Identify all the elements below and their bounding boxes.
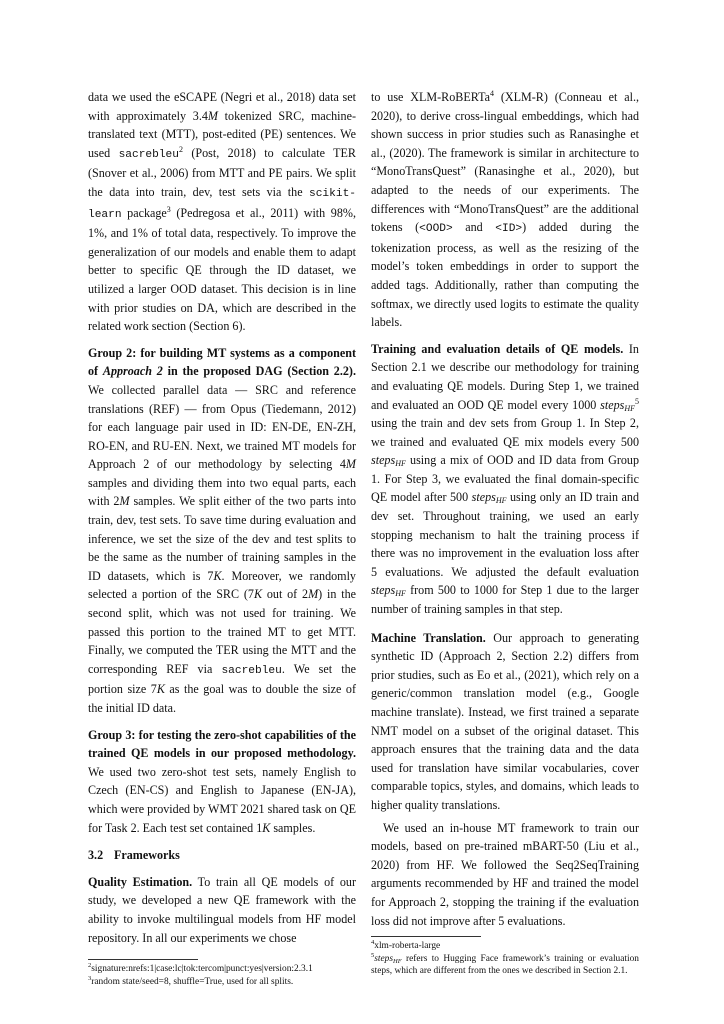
- paragraph-data-description: data we used the eSCAPE (Negri et al., 2018) data set with approximately 3.4M tokenized SRC, machine-translated text (MTT), post-edited (PE) sentences. We used sacrebleu$^2$ (Post, 2018) to calculate TER (Snover et al., 2006) from MTT and PE pairs. We split the data into train, dev, test sets via the scikit-learn package$^3$ (Pedregosa et al., 2011) with 98%, 1%, and 1% of total data, respectively. To improve the generalization of our models and enable them to adapt better to specific QE through the ID dataset, we utilized a larger OOD dataset. This decision is in line with prior studies on DA, which are described in the related work section (Section 6).: [88, 90, 357, 334]
- training-heading: Training and evaluation details of QE models.: [371, 341, 624, 356]
- code-sacrebleu: sacrebleu: [118, 148, 179, 161]
- footnote-ref-3[interactable]: 3: [166, 204, 171, 214]
- paragraph-quality-estimation: Quality Estimation. To train all QE models of our study, we developed a new QE framework with the ability to invoke multilingual models from HF model repository. In all our experiments we chose: [88, 874, 356, 945]
- footnote-3: $^3$random state/seed=8, shuffle=True, used for all splits.: [88, 974, 294, 987]
- section-heading-frameworks: 3.2 Frameworks: [88, 848, 180, 863]
- footnote-divider: [88, 959, 198, 960]
- footnote-5: $^5$steps$_{HF}$ refers to Hugging Face framework’s training or evaluation steps, which are different from the ones we described in Section 2.1.: [371, 951, 639, 976]
- footnote-ref-5[interactable]: 5: [635, 396, 639, 406]
- paragraph-in-house-mt: We used an in-house MT framework to train our models, based on pre-trained mBART-50 (Liu et al., 2020) from HF. We followed the Seq2SeqTraining arguments recommended by HF and trained the model for Approach 2, stopping the training if the evaluation loss did not improve after 5 evaluations.: [371, 820, 639, 928]
- paragraph-machine-translation: Machine Translation. Our approach to generating synthetic ID (Approach 2, Section 2.2) differs from prior studies, such as Eo et al., (2021), which rely on a generic/common translation model (e.g., Google machine translate). Instead, we first trained a separate NMT model on a subset of the original dataset. This approach ensures that the training data and the data used for translation have similar vocabularies, cover comparable topics, styles, and domains, which leads to higher quality translations.: [371, 630, 640, 812]
- paragraph-group-3: Group 3: for testing the zero-shot capabilities of the trained QE models in our proposed methodology. We used two zero-shot test sets, namely English to Czech (EN-CS) and English to Japanese (EN-JA), which were provided by WMT 2021 shared task on QE for Task 2. Each test set contained 1K samples.: [88, 727, 356, 835]
- code-id-token: <ID>: [495, 223, 523, 236]
- footnote-4: $^4$xlm-roberta-large: [371, 939, 441, 952]
- footnote-ref-2[interactable]: 2: [179, 144, 183, 154]
- code-ood-token: <OOD>: [419, 223, 453, 236]
- paragraph-training-details: Training and evaluation details of QE models. In Section 2.1 we describe our methodology for training and evaluating QE models. During Step 1, we trained and evaluated an OOD QE model every 1000 steps$_{HF}^5$ using the train and dev sets from Group 1. In Step 2, we trained and evaluated QE mix models every 500 steps$_{HF}$ using a mix of OOD and ID data from Group 1. For Step 3, we evaluated the final domain-specific QE model after 500 steps$_{HF}$ using only an ID train and dev set. Throughout training, we used an early stopping mechanism to halt the training process if there was no improvement in the evaluation loss after 5 evaluations. We adjusted the default evaluation steps$_{HF}$ from 500 to 1000 for Step 1 due to the larger number of training samples in that step.: [371, 341, 639, 617]
- mt-heading: Machine Translation.: [371, 630, 486, 645]
- paragraph-xlm-roberta: to use XLM-RoBERTa$^4$ (XLM-R) (Conneau et al., 2020), to derive cross-lingual embeddings, which had shown success in prior studies such as Ranasinghe et al., (2020). The framework is similar in architecture to “MonoTransQuest” (Ranasinghe et al., 2020), but adapted to the needs of our experiments. The differences with “MonoTransQuest” are the additional tokens (<OOD> and <ID>) added during the tokenization process, as well as the resizing of the model’s token embeddings in order to support the added tags. Additionally, rather than computing the softmax, we directly used logits to estimate the quality labels.: [371, 89, 639, 330]
- right-column: [371, 88, 639, 977]
- left-column: [88, 88, 356, 988]
- paragraph-group-2: Group 2: for building MT systems as a component of Approach 2 in the proposed DAG (Section 2.2). We collected parallel data — SRC and reference translations (REF) — from Opus (Tiedemann, 2012) for each language pair used in ID: EN-DE, EN-ZH, RO-EN, and RU-EN. Next, we trained MT models for Approach 2 of our methodology by selecting 4M samples and dividing them into two equal parts, each with 2M samples. We split either of the two parts into train, dev, test sets. To save time during evaluation and inference, we set the size of the dev and test splits to be the same as the number of training samples in the ID datasets, which is 7K. Moreover, we randomly selected a portion of the SRC (7K out of 2M) in the second split, which was not used for training. We passed this portion to the trained MT to get MTT. Finally, we computed the TER using the MTT and the corresponding REF via sacrebleu. We set the portion size 7K as the goal was to double the size of the initial ID data.: [88, 345, 357, 715]
- footnote-ref-4[interactable]: 4: [489, 89, 494, 98]
- group-2-heading: Group 2: for building MT systems as a component of: [88, 345, 356, 379]
- group-3-heading: Group 3: for testing the zero-shot capabilities of the trained QE models in our proposed methodology.: [88, 727, 356, 761]
- code-scikit-learn: scikit-learn: [88, 187, 356, 221]
- footnote-divider-right: [371, 936, 481, 937]
- code-sacrebleu-2: sacrebleu: [221, 664, 282, 677]
- footnote-2: $^2$signature:nrefs:1|case:lc|tok:tercom|punct:yes|version:2.3.1: [88, 962, 313, 975]
